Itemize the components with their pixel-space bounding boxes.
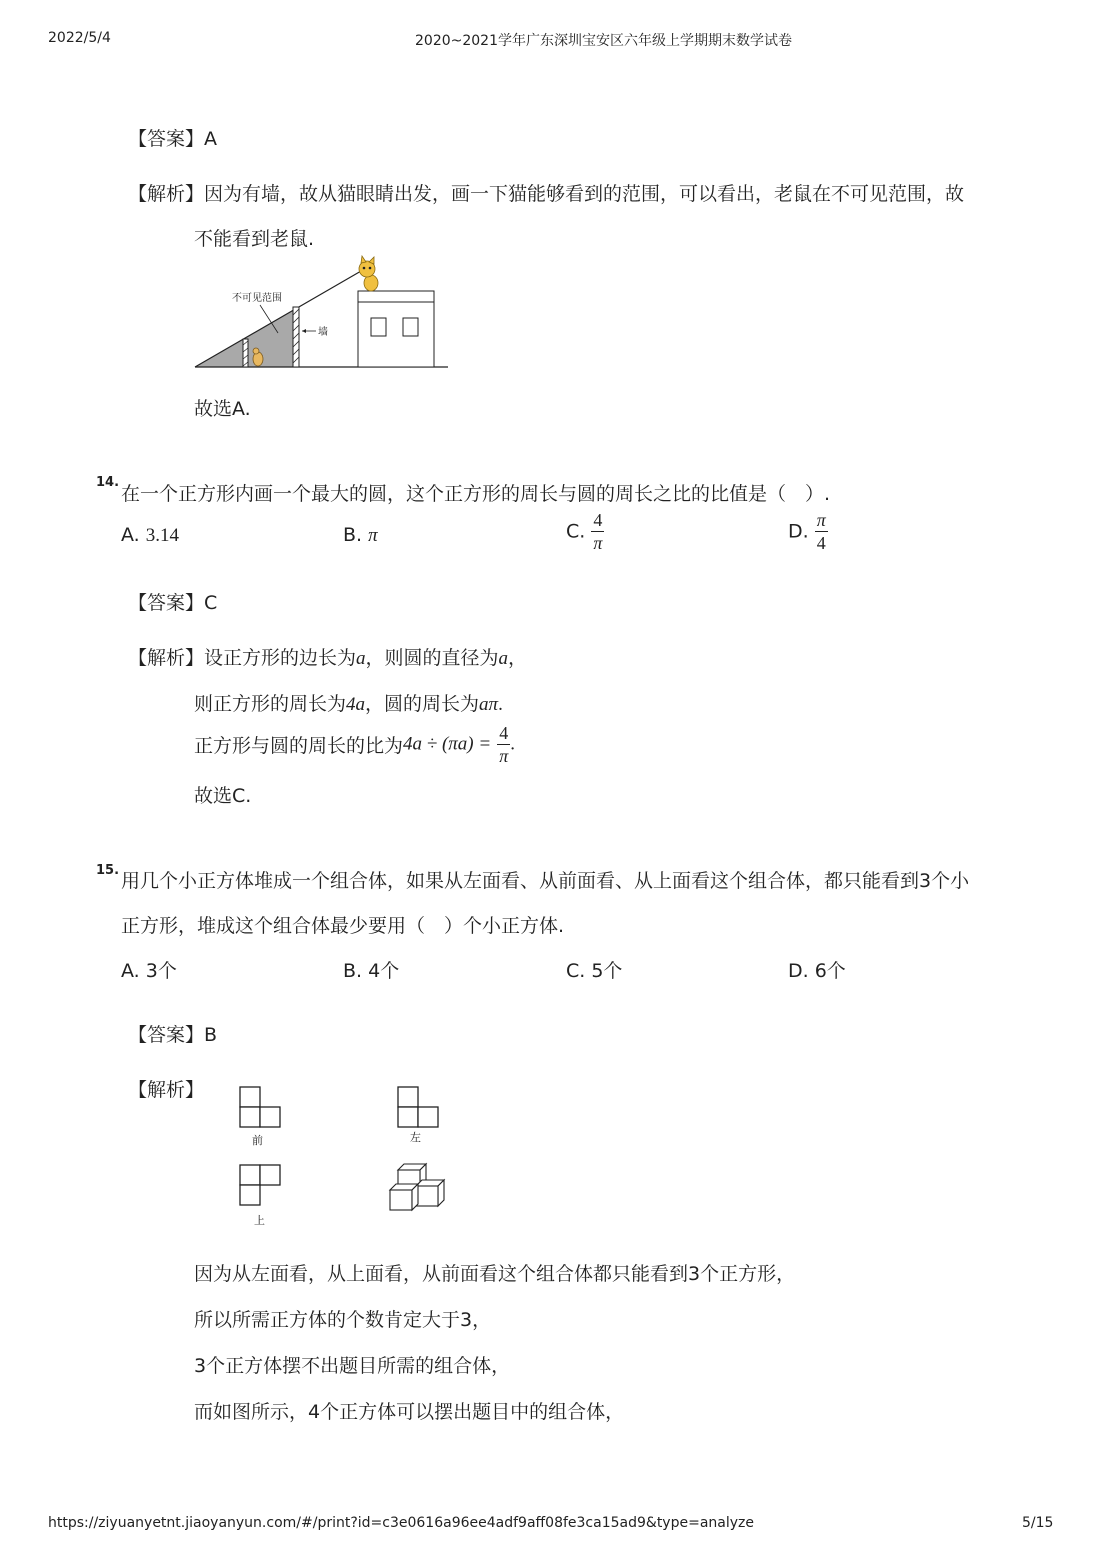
fraction-denominator: π <box>593 533 603 553</box>
q15-analysis-line3: 3个正方体摆不出题目所需的组合体， <box>194 1355 511 1377</box>
q13-conclusion: 故选A. <box>194 398 251 420</box>
analysis-text: ， <box>508 647 528 669</box>
q14-conclusion: 故选C. <box>194 785 252 807</box>
q15-answer <box>128 1020 217 1047</box>
cat-wall-figure <box>190 255 452 371</box>
analysis-label: 【解析】 <box>128 183 205 205</box>
document-title: 2020~2021学年广东深圳宝安区六年级上学期期末数学试卷 <box>415 33 792 49</box>
answer-value: C <box>204 592 218 614</box>
building-window-right <box>403 318 418 336</box>
q15-stem-line1: 用几个小正方体堆成一个组合体，如果从左面看、从前面看、从上面看这个组合体，都只能看到3个小 <box>121 870 970 892</box>
q14-stem: 在一个正方形内画一个最大的圆，这个正方形的周长与圆的周长之比的比值是（ ）. <box>121 483 831 505</box>
analysis-label: 【解析】 <box>128 647 205 669</box>
q15-option-c[interactable]: C. 5个 <box>566 960 623 982</box>
option-label: D. <box>788 520 809 543</box>
math-expr: 4a ÷ (πa) = <box>403 733 492 755</box>
q15-number: 15. <box>96 863 120 878</box>
q15-option-b[interactable]: B. 4个 <box>343 960 400 982</box>
math-var: a <box>356 648 366 669</box>
fraction-numerator: 4 <box>497 722 510 745</box>
q15-analysis-line1: 因为从左面看，从上面看，从前面看这个组合体都只能看到3个正方形， <box>194 1263 796 1285</box>
front-view-label: 前 <box>252 1134 263 1147</box>
option-label: C. <box>566 520 586 543</box>
q13-analysis-line2: 不能看到老鼠. <box>194 228 315 250</box>
q15-option-a[interactable]: A. 3个 <box>121 960 177 982</box>
fraction-numerator: 4 <box>591 509 604 532</box>
left-view <box>398 1087 438 1127</box>
option-value: π <box>368 525 378 546</box>
analysis-text: 则正方形的周长为 <box>194 693 347 715</box>
analysis-text: . <box>498 694 503 715</box>
q14-analysis-line3 <box>194 722 515 767</box>
q14-analysis-line1 <box>128 643 527 670</box>
q14-option-b[interactable] <box>343 524 378 547</box>
front-view <box>240 1087 280 1127</box>
analysis-text: 因为有墙，故从猫眼睛出发，画一下猫能够看到的范围，可以看出，老鼠在不可见范围，故 <box>204 183 965 205</box>
answer-value: A <box>204 128 218 150</box>
answer-label: 【答案】 <box>128 128 205 150</box>
fraction-numerator: π <box>816 510 826 530</box>
analysis-text: 设正方形的边长为 <box>204 647 357 669</box>
analysis-text: ，则圆的直径为 <box>365 647 499 669</box>
fraction-denominator: π <box>499 746 509 766</box>
wall-label: 墙 <box>318 327 328 338</box>
option-label: B. <box>343 524 363 546</box>
q15-analysis-line4: 而如图所示，4个正方体可以摆出题目中的组合体， <box>194 1401 625 1423</box>
cube-stack-3d <box>390 1164 444 1210</box>
page-number: 5/15 <box>1022 1515 1054 1531</box>
q14-option-d[interactable] <box>788 509 828 554</box>
option-fraction <box>815 509 828 554</box>
top-view-label: 上 <box>254 1214 265 1227</box>
three-views-figure <box>232 1082 462 1232</box>
analysis-text: ，圆的周长为 <box>365 693 480 715</box>
q14-number: 14. <box>96 475 120 490</box>
left-view-label: 左 <box>410 1131 421 1144</box>
q13-analysis-line1 <box>128 179 964 206</box>
math-fraction <box>497 722 510 767</box>
q13-answer <box>128 124 217 151</box>
answer-label: 【答案】 <box>128 592 205 614</box>
q14-option-c[interactable] <box>566 509 604 554</box>
answer-label: 【答案】 <box>128 1024 205 1046</box>
option-fraction <box>591 509 604 554</box>
answer-value: B <box>204 1024 218 1046</box>
q14-option-a[interactable] <box>121 524 179 547</box>
print-date: 2022/5/4 <box>48 30 111 46</box>
analysis-text: . <box>510 733 516 755</box>
math-expr: aπ <box>479 694 499 715</box>
footer-url[interactable]: https://ziyuanyetnt.jiaoyanyun.com/#/print?id=c3e0616a96ee4adf9aff08fe3ca15ad9&type=analyze <box>48 1515 754 1531</box>
q14-analysis-line2 <box>194 689 503 716</box>
math-var: a <box>498 648 509 669</box>
q15-option-d[interactable]: D. 6个 <box>788 960 846 982</box>
option-label: A. <box>121 524 140 546</box>
analysis-text: 正方形与圆的周长的比为 <box>194 735 404 757</box>
building-window-left <box>371 318 386 336</box>
q15-analysis-label: 【解析】 <box>128 1079 205 1101</box>
option-value: 3.14 <box>145 525 179 546</box>
q14-answer <box>128 588 217 615</box>
math-expr: 4a <box>346 694 366 715</box>
invisible-region-label: 不可见范围 <box>232 293 282 304</box>
q15-analysis-line2: 所以所需正方体的个数肯定大于3， <box>194 1309 492 1331</box>
fraction-denominator: 4 <box>816 533 826 553</box>
q15-stem-line2: 正方形，堆成这个组合体最少要用（ ）个小正方体. <box>121 915 565 937</box>
cat-icon <box>359 256 378 291</box>
top-view <box>240 1165 280 1205</box>
